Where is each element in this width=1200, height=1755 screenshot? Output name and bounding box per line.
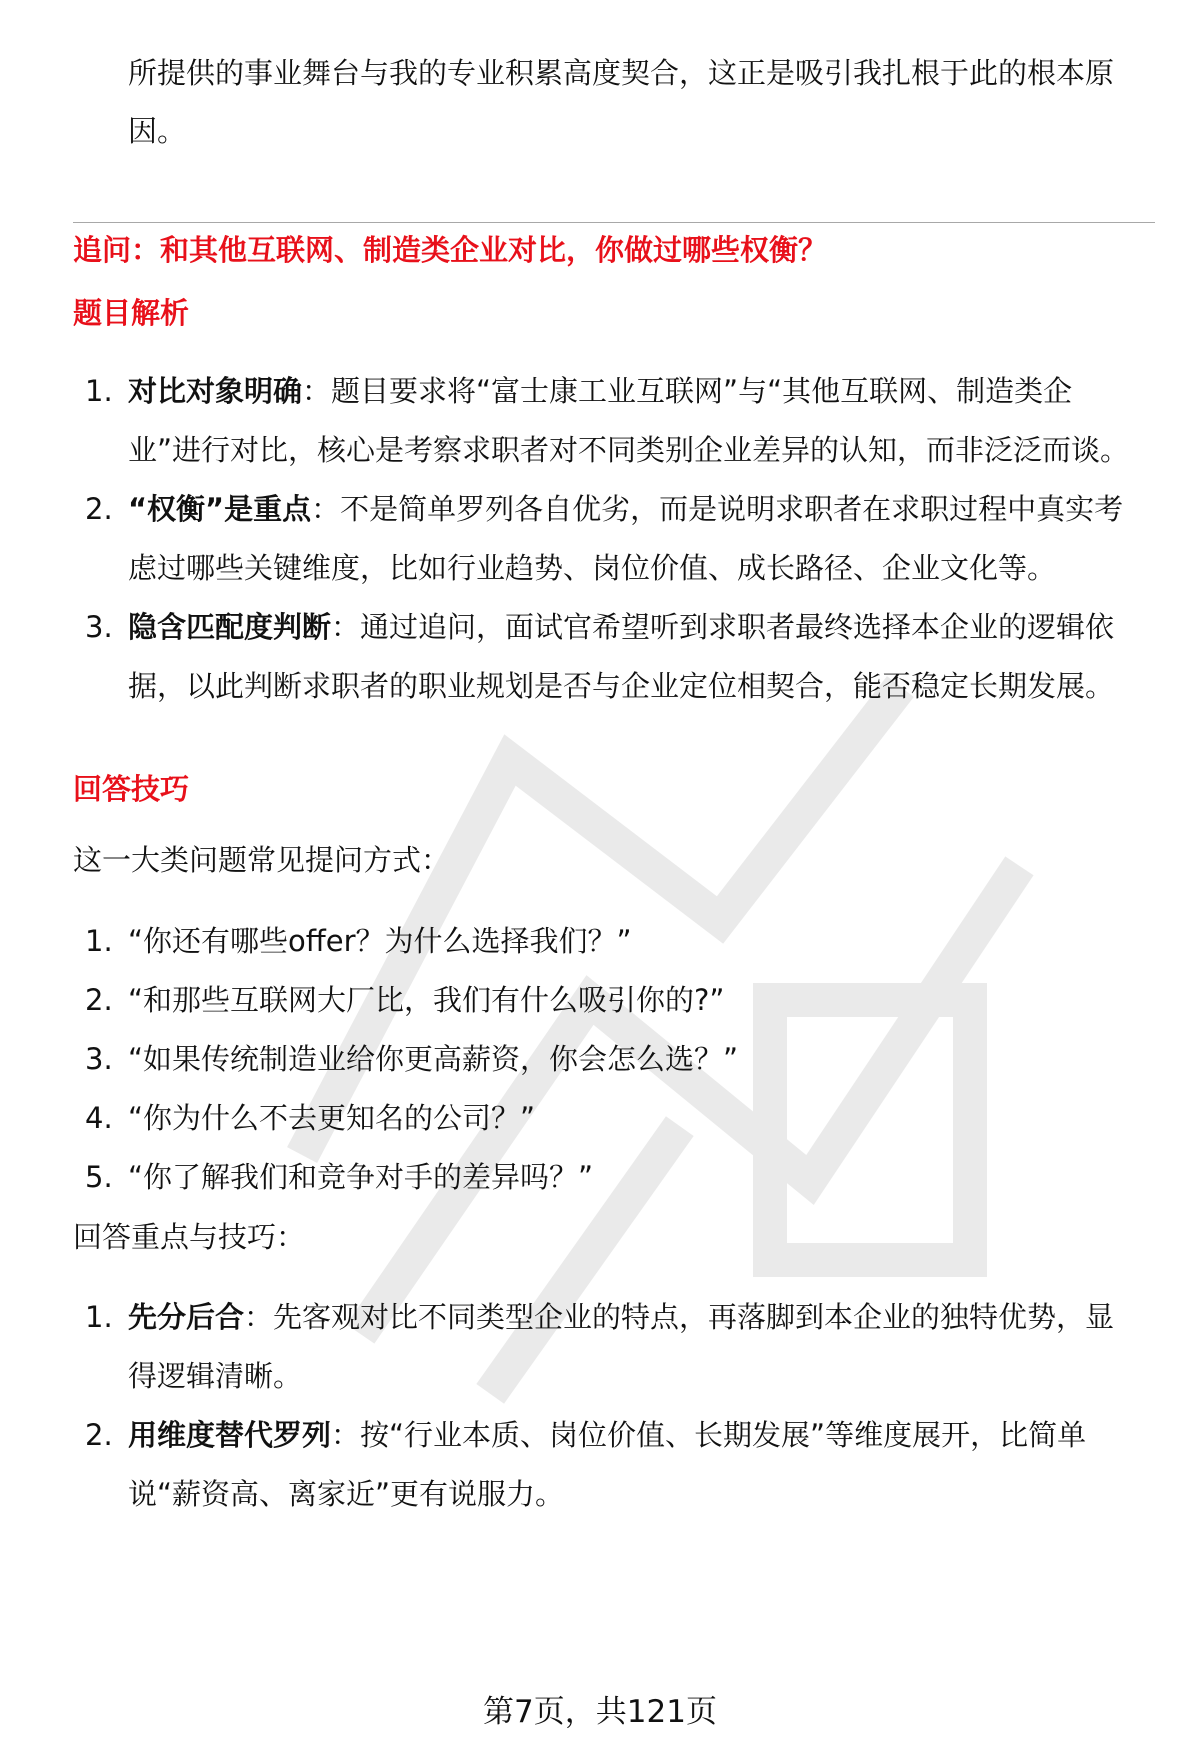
key-point-title: 先分后合 xyxy=(128,1300,245,1334)
analysis-list-item xyxy=(73,362,1143,480)
common-questions-label: 这一大类问题常见提问方式： xyxy=(73,843,451,877)
key-point-text: ：先客观对比不同类型企业的特点，再落脚到本企业的独特优势，显得逻辑清晰。 xyxy=(128,1300,1115,1393)
page-number-footer: 第7页，共121页 xyxy=(483,1694,717,1730)
common-question-item xyxy=(73,1148,1143,1207)
list-number: 5. xyxy=(85,1160,113,1194)
followup-question-heading: 追问：和其他互联网、制造类企业对比，你做过哪些权衡？ xyxy=(73,233,828,267)
analysis-item-title: 隐含匹配度判断 xyxy=(128,610,332,644)
common-question-item xyxy=(73,1030,1143,1089)
common-question-item xyxy=(73,912,1143,971)
list-number: 3. xyxy=(85,610,113,644)
common-questions-list xyxy=(73,912,1143,1207)
analysis-item-title: “权衡”是重点 xyxy=(128,492,312,526)
list-number: 2. xyxy=(85,492,113,526)
intro-paragraph: 所提供的事业舞台与我的专业积累高度契合，这正是吸引我扎根于此的根本原因。 xyxy=(128,56,1115,148)
list-number: 2. xyxy=(85,1418,113,1452)
analysis-list xyxy=(73,362,1143,716)
key-point-item xyxy=(73,1288,1143,1406)
section-divider xyxy=(73,222,1155,223)
list-number: 1. xyxy=(85,924,113,958)
answer-tips-heading: 回答技巧 xyxy=(73,772,190,806)
question-text: “和那些互联网大厂比，我们有什么吸引你的?” xyxy=(128,983,725,1017)
analysis-heading: 题目解析 xyxy=(73,296,190,330)
list-number: 4. xyxy=(85,1101,113,1135)
list-number: 3. xyxy=(85,1042,113,1076)
key-points-label: 回答重点与技巧： xyxy=(73,1220,306,1254)
key-point-title: 用维度替代罗列 xyxy=(128,1418,332,1452)
question-text: “你为什么不去更知名的公司？” xyxy=(128,1101,536,1135)
analysis-item-text: ：通过追问，面试官希望听到求职者最终选择本企业的逻辑依据，以此判断求职者的职业规划是否与企业定位相契合，能否稳定长期发展。 xyxy=(128,610,1115,703)
key-points-list xyxy=(73,1288,1143,1524)
analysis-list-item xyxy=(73,480,1143,598)
question-text: “如果传统制造业给你更高薪资，你会怎么选？” xyxy=(128,1042,739,1076)
key-point-item xyxy=(73,1406,1143,1524)
list-number: 1. xyxy=(85,374,113,408)
common-question-item xyxy=(73,1089,1143,1148)
question-text: “你了解我们和竞争对手的差异吗？” xyxy=(128,1160,594,1194)
key-point-text: ：按“行业本质、岗位价值、长期发展”等维度展开，比简单说“薪资高、离家近”更有说服力。 xyxy=(128,1418,1087,1511)
analysis-item-text: ：不是简单罗列各自优劣，而是说明求职者在求职过程中真实考虑过哪些关键维度，比如行业趋势、岗位价值、成长路径、企业文化等。 xyxy=(128,492,1124,585)
question-text: “你还有哪些offer？为什么选择我们？” xyxy=(128,924,632,958)
list-number: 2. xyxy=(85,983,113,1017)
analysis-list-item xyxy=(73,598,1143,716)
common-question-item xyxy=(73,971,1143,1030)
list-number: 1. xyxy=(85,1300,113,1334)
analysis-item-text: ：题目要求将“富士康工业互联网”与“其他互联网、制造类企业”进行对比，核心是考察求职者对不同类别企业差异的认知，而非泛泛而谈。 xyxy=(128,374,1130,467)
analysis-item-title: 对比对象明确 xyxy=(128,374,303,408)
